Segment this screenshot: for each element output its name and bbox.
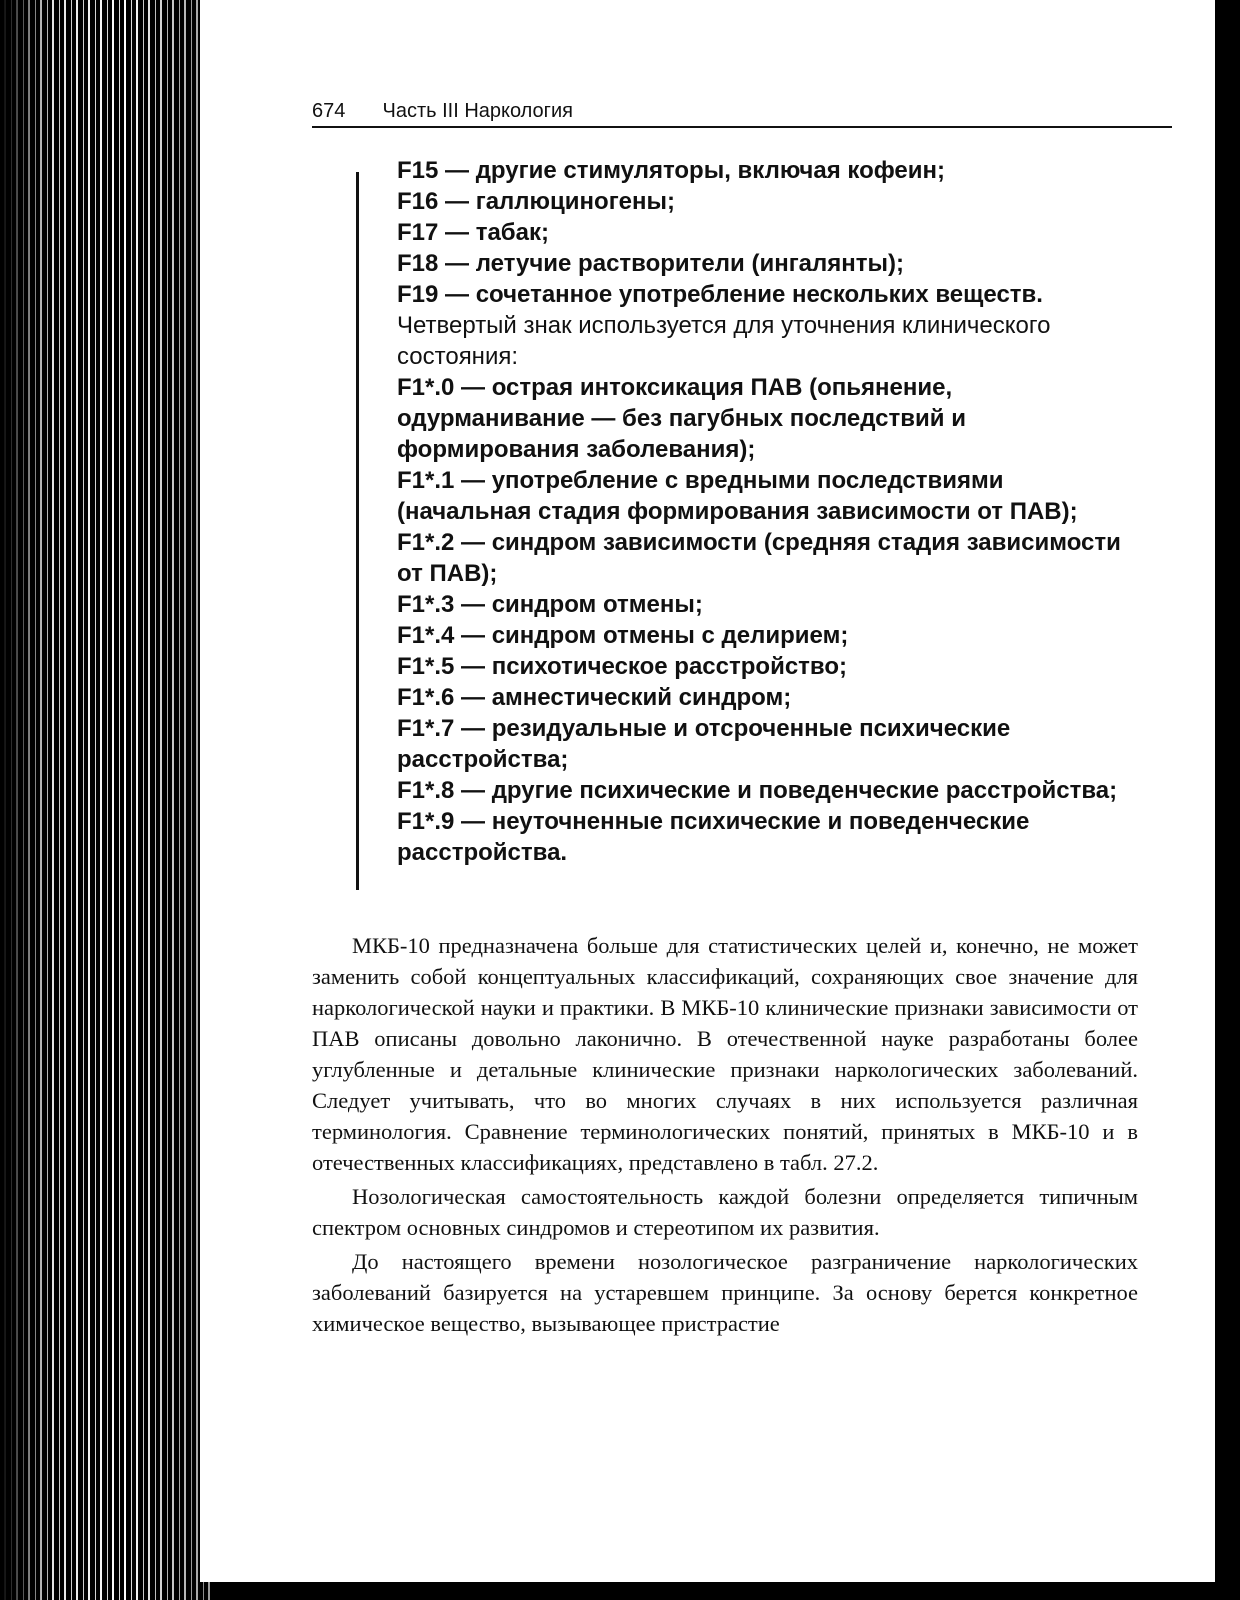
icd-code-list [397, 155, 1137, 868]
code-item-f1-5: F1*.5 — психотическое расстройство; [397, 653, 848, 680]
code-item-f1-8: F1*.8 — другие психические и поведенческие расстройства; [397, 777, 1118, 804]
code-item-f15: F15 — другие стимуляторы, включая кофеин; [397, 157, 946, 184]
code-item-f16: F16 — галлюциногены; [397, 188, 676, 215]
paragraph-nosology: Нозологическая самостоятельность каждой болезни определяется типичным спектром основных синдромов и стереотипом их развития. [312, 1184, 1138, 1240]
page-number: 674 [312, 100, 346, 122]
code-item-f1-7: F1*.7 — резидуальные и отсроченные психические расстройства; [397, 715, 1011, 773]
running-title: Часть III Наркология [382, 100, 573, 122]
code-item-f1-9: F1*.9 — неуточненные психические и поведенческие расстройства. [397, 808, 1030, 866]
header-rule [312, 126, 1172, 128]
paragraph-delimitation: До настоящего времени нозологическое разграничение наркологических заболеваний базируется на устаревшем принципе. За основу берется конкретное химическое вещество, вызывающее пристрастие [312, 1249, 1138, 1336]
code-item-f19: F19 — сочетанное употребление нескольких веществ. [397, 281, 1043, 308]
code-item-f1-6: F1*.6 — амнестический синдром; [397, 684, 792, 711]
code-item-f1-2: F1*.2 — синдром зависимости (средняя стадия зависимости от ПАВ); [397, 529, 1121, 587]
body-text [312, 930, 1138, 1342]
code-item-f1-3: F1*.3 — синдром отмены; [397, 591, 703, 618]
list-sidebar-rule [356, 172, 359, 890]
code-item-f17: F17 — табак; [397, 219, 549, 246]
book-edge-shadow [0, 0, 210, 1600]
code-item-f18: F18 — летучие растворители (ингалянты); [397, 250, 905, 277]
code-item-f1-4: F1*.4 — синдром отмены с делирием; [397, 622, 849, 649]
paragraph-icd10: МКБ-10 предназначена больше для статистических целей и, конечно, не может заменить собой концептуальных классификаций, сохраняющих свое значение для наркологической науки и практики. В МКБ-10 клинические признаки зависимости от ПАВ описаны довольно лаконично. В отечественной науке разработаны более углубленные и детальные клинические признаки наркологических заболеваний. Следует учитывать, что во многих случаях в них используется различная терминология. Сравнение терминологических понятий, принятых в МКБ-10 и в отечественных классификациях, представлено в табл. 27.2. [312, 933, 1138, 1175]
fourth-sign-intro: Четвертый знак используется для уточнения клинического состояния: [397, 312, 1051, 370]
code-item-f1-0: F1*.0 — острая интоксикация ПАВ (опьянение, одурманивание — без пагубных последствий и формирования заболевания); [397, 374, 966, 463]
code-item-f1-1: F1*.1 — употребление с вредными последствиями (начальная стадия формирования зависимости от ПАВ); [397, 467, 1078, 525]
